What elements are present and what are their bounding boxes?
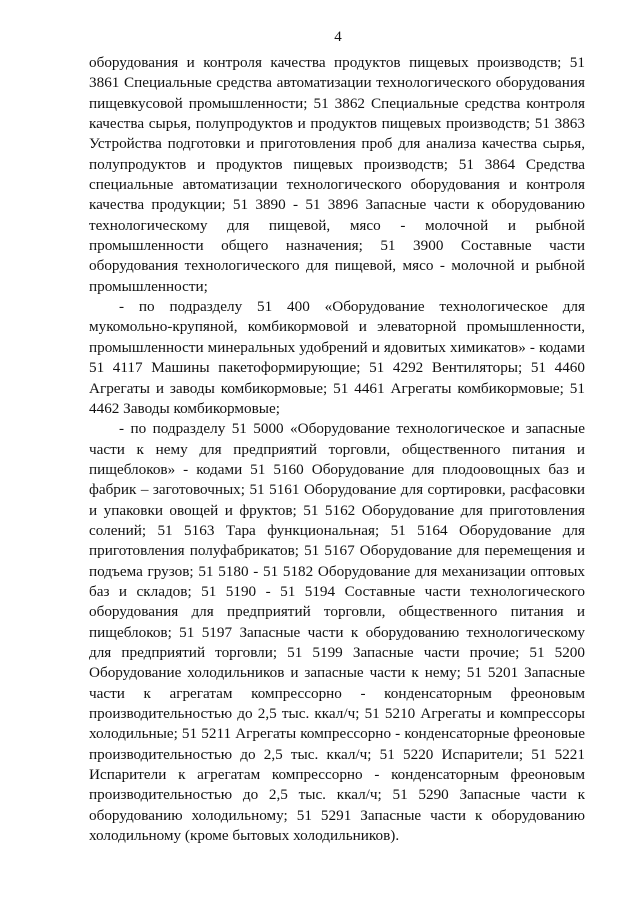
paragraph-subsection-51-5000: - по подразделу 51 5000 «Оборудование технологическое и запасные части к нему для предприятий торговли, общественного питания и пищеблоков» - кодами 51 5160 Оборудование для плодоовощных баз и фабрик – заготовочных; 51 5161 Оборудование для сортировки, расфасовки и упаковки овощей и фруктов; 51 5162 Оборудование для приготовления солений; 51 5163 Тара функциональная; 51 5164 Оборудование для приготовления полуфабрикатов; 51 5167 Оборудование для перемещения и подъема грузов; 51 5180 - 51 5182 Оборудование для механизации оптовых баз и складов; 51 5190 - 51 5194 Составные части технологического оборудования для предприятий торговли, общественного питания и пищеблоков; 51 5197 Запасные части к оборудованию технологическому для предприятий торговли; 51 5199 Запасные части прочие; 51 5200 Оборудование холодильников и запасные части к нему; 51 5201 Запасные части к агрегатам компрессорно - конденсаторным фреоновым производительностью до 2,5 тыс. ккал/ч; 51 5210 Агрегаты и компрессоры холодильные; 51 5211 Агрегаты компрессорно - конденсаторные фреоновые производительностью до 2,5 тыс. ккал/ч; 51 5220 Испарители; 51 5221 Испарители к агрегатам компрессорно - конденсаторным фреоновым производительностью до 2,5 тыс. ккал/ч; 51 5290 Запасные части к оборудованию холодильному; 51 5291 Запасные части к оборудованию холодильному (кроме бытовых холодильников).: [89, 420, 585, 845]
paragraph-subsection-51-400: - по подразделу 51 400 «Оборудование технологическое для мукомольно-крупяной, комбикормовой и элеваторной промышленности, промышленности минеральных удобрений и ядовитых химикатов» - кодами 51 4117 Машины пакетоформирующие; 51 4292 Вентиляторы; 51 4460 Агрегаты и заводы комбикормовые; 51 4461 Агрегаты комбикормовые; 51 4462 Заводы комбикормовые;: [89, 298, 585, 417]
page-number: 4: [334, 29, 342, 45]
body-text: [89, 53, 585, 846]
paragraph-continuation: оборудования и контроля качества продуктов пищевых производств; 51 3861 Специальные средства автоматизации технологического оборудования пищевкусовой промышленности; 51 3862 Специальные средства контроля качества сырья, полупродуктов и продуктов пищевых производств; 51 3863 Устройства подготовки и приготовления проб для анализа качества сырья, полупродуктов и продуктов пищевых производств; 51 3864 Средства специальные автоматизации технологического оборудования и контроля качества продукции; 51 3890 - 51 3896 Запасные части к оборудованию технологическому для пищевой, мясо - молочной и рыбной промышленности общего назначения; 51 3900 Составные части оборудования технологического для пищевой, мясо - молочной и рыбной промышленности;: [89, 54, 585, 295]
